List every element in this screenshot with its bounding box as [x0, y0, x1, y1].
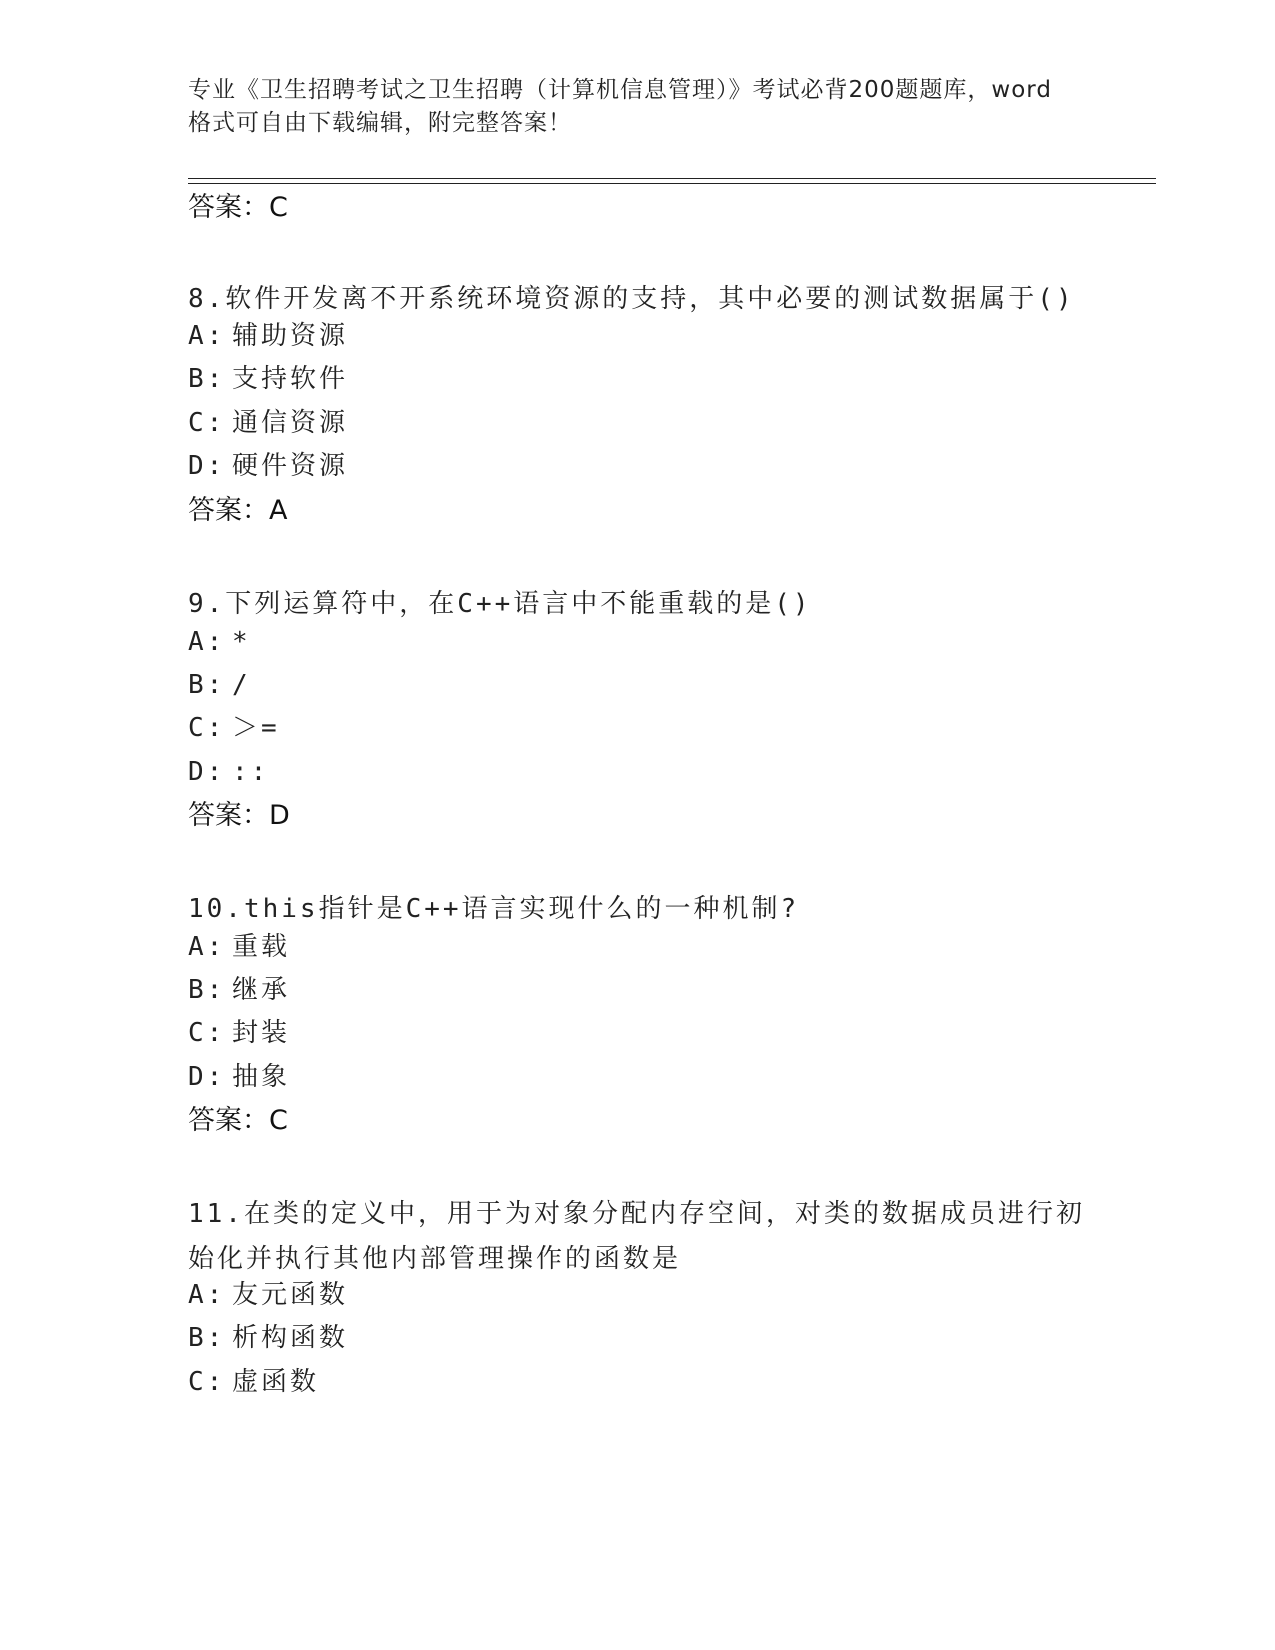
question-11-option-b: B: 析构函数: [188, 1323, 349, 1353]
question-9-option-b: B: /: [188, 670, 251, 700]
header-divider-bottom: [188, 183, 1156, 184]
question-8-option-d: D: 硬件资源: [188, 451, 349, 481]
question-8-option-a: A: 辅助资源: [188, 321, 349, 351]
question-8-option-b: B: 支持软件: [188, 364, 349, 394]
question-9-option-c: C: ＞=: [188, 713, 280, 743]
answer-q7: 答案：C: [188, 192, 288, 223]
question-9-option-d: D: ::: [188, 757, 270, 787]
document-header: [188, 74, 1088, 140]
question-9-text: 9.下列运算符中，在C++语言中不能重载的是(): [188, 589, 812, 619]
question-10-option-c: C: 封装: [188, 1018, 291, 1048]
question-11-text-line-1: 11.在类的定义中，用于为对象分配内存空间，对类的数据成员进行初: [188, 1199, 1085, 1229]
question-8-option-c: C: 通信资源: [188, 408, 349, 438]
question-11-text: [188, 1192, 1088, 1282]
answer-q10: 答案：C: [188, 1105, 288, 1136]
question-11-option-c: C: 虚函数: [188, 1367, 320, 1397]
header-line-1: 专业《卫生招聘考试之卫生招聘（计算机信息管理）》考试必背200题题库，word: [188, 77, 1052, 103]
question-10-option-a: A: 重载: [188, 932, 291, 962]
header-line-2: 格式可自由下载编辑，附完整答案！: [188, 110, 572, 136]
answer-q9: 答案：D: [188, 800, 290, 831]
question-11-option-a: A: 友元函数: [188, 1280, 349, 1310]
question-10-option-d: D: 抽象: [188, 1062, 291, 1092]
answer-q8: 答案：A: [188, 495, 288, 526]
header-divider-top: [188, 178, 1156, 179]
question-10-text: 10.this指针是C++语言实现什么的一种机制?: [188, 894, 800, 924]
question-11-text-line-2: 始化并执行其他内部管理操作的函数是: [188, 1244, 682, 1274]
question-9-option-a: A: *: [188, 627, 251, 657]
question-10-option-b: B: 继承: [188, 975, 291, 1005]
question-8-text: 8.软件开发离不开系统环境资源的支持，其中必要的测试数据属于(): [188, 284, 1075, 314]
